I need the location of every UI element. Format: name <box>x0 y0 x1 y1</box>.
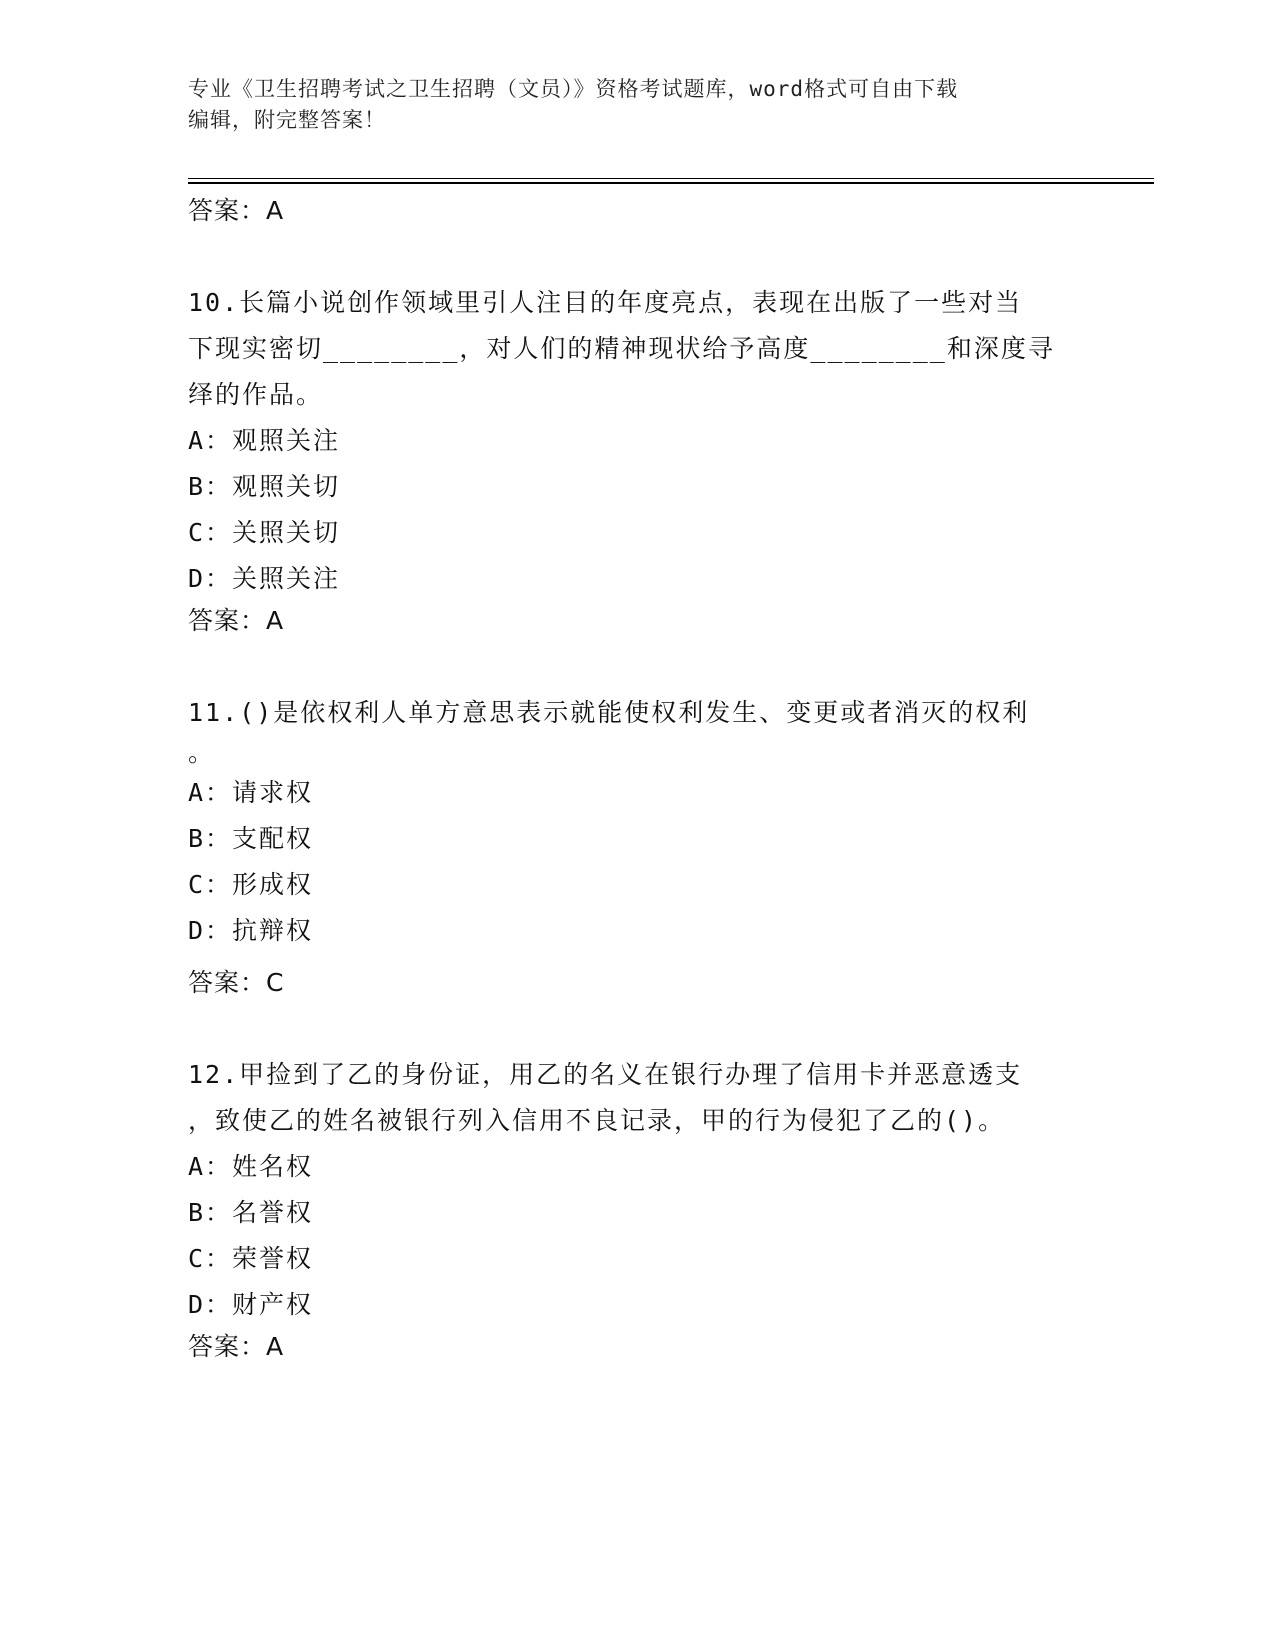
question-stem-line: 下现实密切________，对人们的精神现状给予高度________和深度寻 <box>188 334 1055 363</box>
question-stem-line: 12.甲捡到了乙的身份证，用乙的名义在银行办理了信用卡并恶意透支 <box>188 1060 1023 1089</box>
header-line-1: 专业《卫生招聘考试之卫生招聘（文员）》资格考试题库，word格式可自由下载 <box>188 77 959 101</box>
option-c: C：关照关切 <box>188 518 341 547</box>
question-stem-line: 10.长篇小说创作领域里引人注目的年度亮点，表现在出版了一些对当 <box>188 288 1023 317</box>
option-a: A：请求权 <box>188 778 314 807</box>
question-stem-line: 。 <box>188 738 216 767</box>
option-d: D：财产权 <box>188 1290 314 1319</box>
document-header <box>188 74 1088 136</box>
header-line-2: 编辑，附完整答案！ <box>188 108 386 132</box>
previous-answer: 答案：A <box>188 196 285 225</box>
option-b: B：名誉权 <box>188 1198 314 1227</box>
option-a: A：观照关注 <box>188 426 341 455</box>
option-b: B：观照关切 <box>188 472 341 501</box>
question-11 <box>188 690 1088 954</box>
answer-11: 答案：C <box>188 968 285 997</box>
header-divider-thick <box>188 182 1154 184</box>
question-stem-line: 11.()是依权利人单方意思表示就能使权利发生、变更或者消灭的权利 <box>188 698 1030 727</box>
question-10 <box>188 280 1088 602</box>
question-stem-line: 绎的作品。 <box>188 380 324 409</box>
option-a: A：姓名权 <box>188 1152 314 1181</box>
option-d: D：关照关注 <box>188 564 341 593</box>
option-c: C：荣誉权 <box>188 1244 314 1273</box>
header-divider-thin <box>188 178 1154 179</box>
option-d: D：抗辩权 <box>188 916 314 945</box>
answer-12: 答案：A <box>188 1332 285 1361</box>
option-b: B：支配权 <box>188 824 314 853</box>
option-c: C：形成权 <box>188 870 314 899</box>
question-stem-line: ，致使乙的姓名被银行列入信用不良记录，甲的行为侵犯了乙的()。 <box>188 1106 1006 1135</box>
answer-10: 答案：A <box>188 606 285 635</box>
question-12 <box>188 1052 1088 1328</box>
